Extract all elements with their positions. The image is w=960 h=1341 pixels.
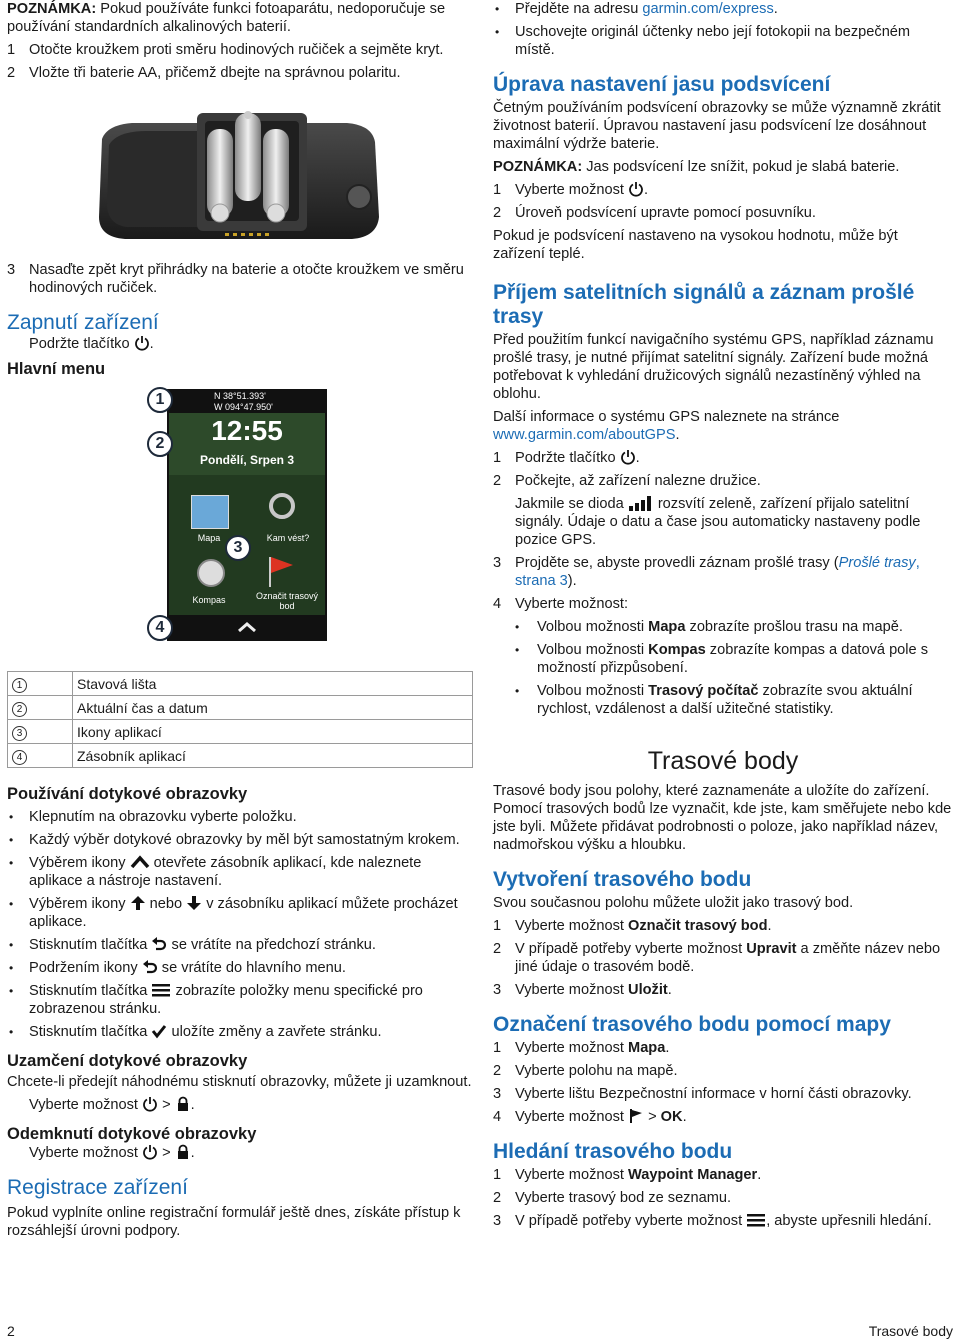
step-subtext: [515, 495, 953, 549]
status-bar: [169, 391, 325, 413]
list-item: [7, 959, 473, 977]
satellite-steps: [493, 449, 953, 613]
text: Mapa: [648, 619, 686, 635]
step-number: 2: [7, 65, 16, 81]
chevron-up-icon: [237, 621, 257, 633]
note-label: POZNÁMKA:: [7, 1, 97, 17]
text: Počkejte, až zařízení nalezne družice.: [515, 473, 761, 489]
step-number: 3: [493, 1086, 502, 1102]
step-item: [493, 554, 953, 590]
lock-icon: [175, 1144, 191, 1160]
text: Prošlé trasy: [838, 555, 916, 571]
text: Stisknutím tlačítka: [29, 1024, 152, 1040]
step-item: [493, 981, 953, 999]
text: otevřete zásobník aplikací, kde naleznete aplikace a nástroje nastavení.: [29, 855, 422, 889]
find-waypoint-heading: Hledání trasového bodu: [493, 1140, 733, 1163]
legend-text: Zásobník aplikací: [73, 744, 473, 768]
text: >: [158, 1097, 175, 1113]
text: Vyberte možnost: [515, 918, 629, 934]
text: Upravit: [746, 941, 797, 957]
step-item: [493, 1189, 953, 1207]
battery-steps-cont: [7, 261, 473, 297]
text: zobrazíte položky menu specifické pro zobrazenou stránku.: [29, 983, 423, 1017]
unlock-heading: Odemknutí dotykové obrazovky: [7, 1125, 257, 1143]
back-icon: [142, 959, 158, 975]
main-menu-illustration: [7, 387, 473, 657]
table-row: [8, 744, 473, 768]
compass-app-icon[interactable]: [197, 559, 225, 587]
lock-icon: [175, 1096, 191, 1112]
text: >: [644, 1109, 661, 1125]
text: Vyberte možnost: [515, 1109, 629, 1125]
text: >: [158, 1145, 175, 1161]
step-item: [7, 261, 473, 297]
step-item: [493, 181, 953, 199]
step-item: [493, 472, 953, 549]
text: a změňte název nebo jiné údaje o trasovém bodě.: [515, 941, 941, 975]
text: Vyberte lištu Bezpečnostní informace v horní části obrazovky.: [515, 1086, 912, 1102]
list-item: [493, 618, 953, 636]
clock-time: 12:55: [211, 415, 283, 446]
step-item: [7, 41, 473, 59]
table-row: [8, 696, 473, 720]
step-item: [493, 1085, 953, 1103]
text: .: [644, 182, 649, 198]
text: ).: [567, 573, 577, 589]
power-on-heading: Zapnutí zařízení: [7, 311, 159, 334]
step-text: Nasaďte zpět kryt přihrádky na baterie a otočte kroužkem ve směru hodinových ručiček.: [29, 262, 464, 296]
text: Vyberte možnost: [515, 982, 629, 998]
text: Úroveň podsvícení upravte pomocí posuvníku.: [515, 205, 816, 221]
satellite-heading: Příjem satelitních signálů a záznam prošlé trasy: [493, 281, 915, 328]
registration-text: Pokud vyplníte online registrační formulář ještě dnes, získáte přístup k rozsáhlejší úrovni podpory.: [7, 1205, 461, 1239]
registration-list: [493, 0, 953, 59]
power-icon: [142, 1096, 158, 1112]
callout-2: 2: [147, 431, 173, 457]
step-number: 1: [7, 42, 16, 58]
step-number: 1: [493, 1167, 502, 1183]
step-item: [7, 64, 473, 82]
text: .: [190, 1145, 195, 1161]
step-text: Vložte tři baterie AA, přičemž dbejte na správnou polaritu.: [29, 65, 401, 81]
text: Podržením ikony: [29, 960, 142, 976]
list-item: [7, 1023, 473, 1041]
step-item: [493, 449, 953, 467]
main-menu-heading: Hlavní menu: [7, 360, 106, 378]
touch-heading: Používání dotykové obrazovky: [7, 785, 248, 803]
list-item: [7, 895, 473, 931]
step-text: Otočte kroužkem proti směru hodinových ručiček a sejměte kryt.: [29, 42, 444, 58]
text: Volbou možnosti: [537, 619, 649, 635]
step-number: 1: [493, 1040, 502, 1056]
garmin-express-link[interactable]: garmin.com/express: [642, 1, 774, 17]
backlight-warning: Pokud je podsvícení nastaveno na vysokou hodnotu, může být zařízení teplé.: [493, 228, 898, 262]
list-item: [7, 936, 473, 954]
note-text: Pokud používáte funkci fotoaparátu, nedoporučuje se používání standardních alkalinových baterií.: [7, 1, 446, 35]
text: Vyberte trasový bod ze seznamu.: [515, 1190, 732, 1206]
text: .: [682, 1109, 687, 1125]
lock-instruction: [7, 1096, 473, 1114]
text: Stisknutím tlačítka: [29, 983, 152, 999]
menu-icon: [151, 982, 171, 998]
step-item: [493, 595, 953, 613]
list-item: [7, 854, 473, 890]
power-icon: [142, 1144, 158, 1160]
text: .: [675, 427, 680, 443]
step-number: 2: [493, 1063, 502, 1079]
text: Mapa: [628, 1040, 666, 1056]
power-on-text: [7, 335, 473, 353]
power-icon: [134, 335, 150, 351]
text: rozsvítí zeleně, zařízení přijalo satelitní signály. Údaje o datu a čase jsou automaticky nastaveny podle pozice GPS.: [515, 496, 921, 548]
legend-number: 2: [12, 702, 27, 717]
legend-number: 4: [12, 750, 27, 765]
text: Vyberte možnost: [515, 182, 629, 198]
map-waypoint-heading: Označení trasového bodu pomocí mapy: [493, 1013, 891, 1036]
device-screen: [167, 389, 327, 641]
satellite-options: [493, 618, 953, 718]
text: Stisknutím tlačítka: [29, 937, 152, 953]
text: .: [773, 1, 778, 17]
battery-compartment-image: [7, 87, 473, 257]
power-on-instruction: Podržte tlačítko: [29, 336, 134, 352]
step-number: 2: [493, 205, 502, 221]
step-number: 3: [7, 262, 16, 278]
waypoints-chapter-title: Trasové body: [647, 747, 799, 775]
text: v zásobníku aplikací můžete procházet aplikace.: [29, 896, 458, 930]
step-item: [493, 940, 953, 976]
checkmark-icon: [151, 1023, 167, 1039]
text: .: [190, 1097, 195, 1113]
text: Jas podsvícení lze snížit, pokud je slabá baterie.: [582, 159, 900, 175]
text: Kompas: [648, 642, 706, 658]
signal-strength-icon: [628, 495, 654, 511]
list-item: [493, 682, 953, 718]
lock-heading: Uzamčení dotykové obrazovky: [7, 1052, 248, 1070]
satellite-text: Před použitím funkcí navigačního systému GPS, například záznamu prošlé trasy, je nutné přijímat satelitní signály. Zařízení bude možná potřebovat k vyhledání družicových signálů nezastíněný výhled na oblohu.: [493, 332, 934, 402]
callout-4: 4: [147, 615, 173, 641]
backlight-steps: [493, 181, 953, 222]
text: se vrátíte do hlavního menu.: [157, 960, 346, 976]
step-item: [493, 204, 953, 222]
step-number: 2: [493, 941, 502, 957]
step-number: 1: [493, 918, 502, 934]
step-item: [493, 917, 953, 935]
backlight-text: Četným používáním podsvícení obrazovky se může významně zkrátit životnost baterií. Úpravou nastavení jasu podsvícení lze dosáhnout maximální výdrže baterie.: [493, 100, 941, 152]
map-waypoint-steps: [493, 1039, 953, 1126]
text: Volbou možnosti: [537, 642, 649, 658]
create-waypoint-heading: Vytvoření trasového bodu: [493, 868, 752, 891]
text: Volbou možnosti: [537, 683, 649, 699]
find-waypoint-steps: [493, 1166, 953, 1230]
battery-steps: [7, 41, 473, 82]
list-item: [7, 982, 473, 1018]
text: Označit trasový bod: [628, 918, 768, 934]
text: Přejděte na adresu: [515, 1, 643, 17]
text: V případě potřeby vyberte možnost: [515, 941, 747, 957]
text: Vyberte polohu na mapě.: [515, 1063, 678, 1079]
compass-app-label: Kompas: [192, 595, 226, 605]
battery-illustration: [7, 87, 473, 257]
step-number: 3: [493, 982, 502, 998]
app-drawer[interactable]: [169, 615, 325, 639]
text: Projděte se, abyste provedli záznam prošlé trasy (: [515, 555, 839, 571]
chevron-up-icon: [130, 854, 150, 870]
step-number: 4: [493, 1109, 502, 1125]
text: .: [665, 1040, 670, 1056]
text: .: [757, 1167, 762, 1183]
create-waypoint-text: Svou současnou polohu můžete uložit jako trasový bod.: [493, 895, 854, 911]
text: Vyberte možnost:: [515, 596, 629, 612]
text: Podržte tlačítko: [515, 450, 620, 466]
map-app-icon[interactable]: [191, 495, 229, 529]
touch-list: [7, 808, 473, 1041]
text: Vyberte možnost: [515, 1040, 629, 1056]
step-item: [493, 1166, 953, 1184]
text: Výběrem ikony: [29, 896, 130, 912]
text: , abyste upřesnili hledání.: [766, 1213, 932, 1229]
step-item: [493, 1108, 953, 1126]
page-number: 2: [7, 1323, 15, 1339]
list-item: • Klepnutím na obrazovku vyberte položku.: [7, 808, 473, 826]
step-item: [493, 1039, 953, 1057]
table-row: [8, 672, 473, 696]
text: zobrazíte svou aktuální rychlost, vzdálenost a další užitečné statistiky.: [537, 683, 913, 717]
footer-section: Trasové body: [868, 1323, 953, 1339]
right-column: [493, 0, 953, 1235]
waypoints-text: Trasové body jsou polohy, které zaznamenáte a uložíte do zařízení. Pomocí trasových bodů lze vyznačit, kde jste, kam směřujete nebo kde jste byli. Můžete přidávat podrobnosti o poloze, jako například název, nadmořskou výšku a hloubku.: [493, 783, 952, 853]
text: uložíte změny a zavřete stránku.: [167, 1024, 382, 1040]
power-icon: [628, 181, 644, 197]
back-icon: [151, 936, 167, 952]
where-to-label: Kam vést?: [266, 533, 310, 543]
text: , strana 3: [515, 555, 920, 589]
waypoint-flag-icon[interactable]: [271, 557, 293, 573]
text: Vyberte možnost: [515, 1167, 629, 1183]
callout-3: 3: [225, 535, 251, 561]
text: Vyberte možnost: [29, 1145, 143, 1161]
text: Výběrem ikony: [29, 855, 130, 871]
legend-table: [7, 671, 473, 768]
menu-icon: [746, 1212, 766, 1228]
legend-text: Aktuální čas a datum: [73, 696, 473, 720]
create-waypoint-steps: [493, 917, 953, 999]
period: .: [149, 336, 154, 352]
backlight-note: [493, 158, 953, 176]
arrow-down-icon: [186, 895, 202, 911]
battery-note: [7, 0, 473, 36]
text: .: [635, 450, 640, 466]
legend-text: Ikony aplikací: [73, 720, 473, 744]
map-app-label: Mapa: [197, 533, 221, 543]
text: Jakmile se dioda: [515, 496, 628, 512]
left-column: [7, 0, 473, 1245]
text: se vrátíte na předchozí stránku.: [167, 937, 376, 953]
registration-heading: Registrace zařízení: [7, 1176, 188, 1199]
unlock-instruction: [7, 1144, 473, 1162]
step-number: 2: [493, 473, 502, 489]
coords-north: N 38°51.393': [214, 391, 266, 401]
list-item: • Uschovejte originál účtenky nebo její fotokopii na bezpečném místě.: [493, 23, 953, 59]
step-number: 1: [493, 182, 502, 198]
note-label: POZNÁMKA:: [493, 159, 583, 175]
step-number: 4: [493, 596, 502, 612]
legend-text: Stavová lišta: [73, 672, 473, 696]
waypoint-app-label: Označit trasový bod: [255, 591, 319, 611]
text: Trasový počítač: [648, 683, 759, 699]
list-item: [493, 641, 953, 677]
text: .: [767, 918, 772, 934]
where-to-icon[interactable]: [269, 493, 295, 519]
text: Waypoint Manager: [628, 1167, 758, 1183]
power-icon: [620, 449, 636, 465]
legend-number: 1: [12, 678, 27, 693]
list-item: [493, 0, 953, 18]
text: V případě potřeby vyberte možnost: [515, 1213, 747, 1229]
text: nebo: [145, 896, 187, 912]
text: zobrazíte kompas a datová pole s možností přizpůsobení.: [537, 642, 929, 676]
text: Uložit: [628, 982, 668, 998]
step-number: 2: [493, 1190, 502, 1206]
text: OK: [660, 1109, 683, 1125]
table-row: [8, 720, 473, 744]
backlight-heading: Úprava nastavení jasu podsvícení: [493, 73, 831, 96]
arrow-up-icon: [130, 895, 146, 911]
about-gps-link[interactable]: www.garmin.com/aboutGPS: [493, 427, 676, 443]
text: Vyberte možnost: [29, 1097, 143, 1113]
satellite-more-info: [493, 408, 953, 444]
step-number: 3: [493, 555, 502, 571]
legend-number: 3: [12, 726, 27, 741]
text: .: [667, 982, 672, 998]
step-number: 1: [493, 450, 502, 466]
flag-icon: [628, 1108, 644, 1124]
text: Další informace o systému GPS naleznete na stránce: [493, 409, 840, 425]
lock-text: Chcete-li předejít náhodnému stisknutí obrazovky, můžete ji uzamknout.: [7, 1074, 472, 1090]
text: zobrazíte prošlou trasu na mapě.: [685, 619, 903, 635]
coords-west: W 094°47.950': [214, 402, 273, 412]
clock-date: Pondělí, Srpen 3: [199, 453, 295, 467]
step-number: 3: [493, 1213, 502, 1229]
step-item: [493, 1062, 953, 1080]
callout-1: 1: [147, 387, 173, 413]
list-item: • Každý výběr dotykové obrazovky by měl být samostatným krokem.: [7, 831, 473, 849]
step-item: [493, 1212, 953, 1230]
